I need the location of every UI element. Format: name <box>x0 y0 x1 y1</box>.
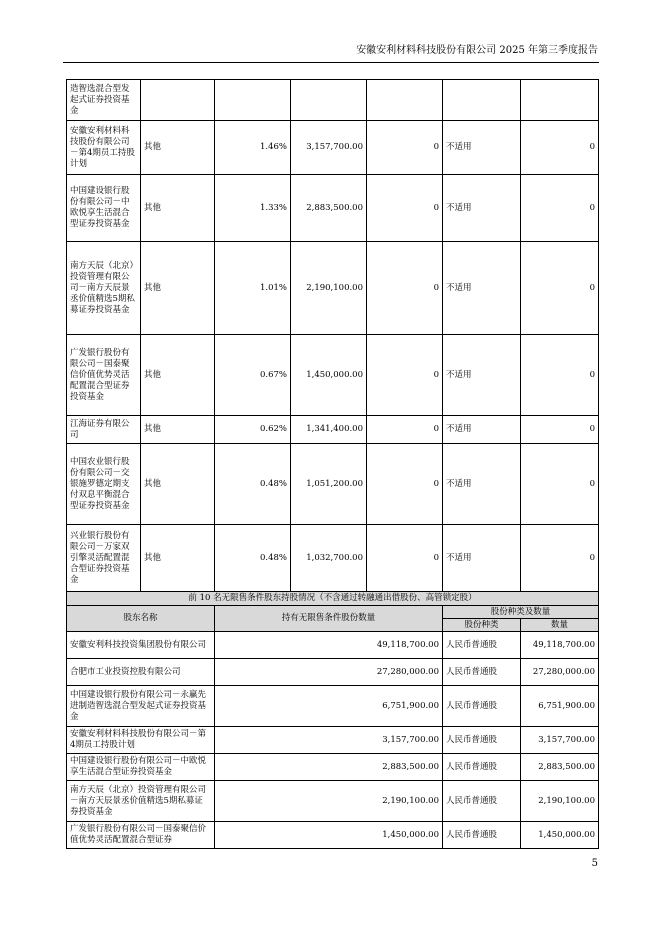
restricted-quantity: 0 <box>367 416 443 444</box>
table-row <box>67 632 599 659</box>
pledge-status: 不适用 <box>443 121 521 175</box>
share-type-quantity: 2,190,100.00 <box>521 781 599 822</box>
shareholder-name: 造智选混合型发起式证券投资基金 <box>67 80 141 121</box>
holding-quantity: 1,032,700.00 <box>291 525 367 592</box>
col-header-name: 股东名称 <box>67 606 215 632</box>
shareholder-name: 中国建设银行股份有限公司－中欧悦享生活混合型证券投资基金 <box>67 754 215 781</box>
restricted-quantity: 0 <box>367 121 443 175</box>
shareholder-nature: 其他 <box>141 335 215 416</box>
shareholder-nature: 其他 <box>141 121 215 175</box>
shareholder-name: 安徽安利材料科技股份有限公司－第4期员工持股计划 <box>67 121 141 175</box>
holding-quantity: 1,450,000.00 <box>291 335 367 416</box>
holding-percent: 0.48% <box>215 444 291 525</box>
col-header-share-type-group: 股份种类及数量 <box>443 606 599 619</box>
pledge-quantity <box>521 80 599 121</box>
shareholder-nature: 其他 <box>141 444 215 525</box>
table-row <box>67 121 599 175</box>
restricted-quantity: 0 <box>367 444 443 525</box>
holding-percent: 1.01% <box>215 242 291 335</box>
table-row <box>67 242 599 335</box>
holding-percent: 1.46% <box>215 121 291 175</box>
share-type-quantity: 1,450,000.00 <box>521 822 599 849</box>
shareholder-name: 兴业银行股份有限公司－万家双引擎灵活配置混合型证券投资基金 <box>67 525 141 592</box>
table-row <box>67 175 599 242</box>
unrestricted-quantity: 6,751,900.00 <box>215 686 443 727</box>
header-divider <box>63 62 599 63</box>
shareholder-name: 南方天辰（北京）投资管理有限公司－南方天辰景丞价值精选5期私募证券投资基金 <box>67 781 215 822</box>
col-header-share-quantity: 数量 <box>521 619 599 632</box>
holding-quantity: 2,190,100.00 <box>291 242 367 335</box>
shareholder-name: 南方天辰（北京）投资管理有限公司－南方天辰景丞价值精选5期私募证券投资基金 <box>67 242 141 335</box>
shareholder-nature <box>141 80 215 121</box>
col-header-quantity: 持有无限售条件股份数量 <box>215 606 443 632</box>
pledge-quantity: 0 <box>521 175 599 242</box>
share-type-quantity: 49,118,700.00 <box>521 632 599 659</box>
shareholder-name: 中国建设银行股份有限公司－永赢先进制造智选混合型发起式证券投资基金 <box>67 686 215 727</box>
shareholder-nature: 其他 <box>141 242 215 335</box>
table-row <box>67 822 599 849</box>
pledge-status <box>443 80 521 121</box>
share-type-quantity: 3,157,700.00 <box>521 727 599 754</box>
holding-percent: 1.33% <box>215 175 291 242</box>
pledge-status: 不适用 <box>443 525 521 592</box>
pledge-status: 不适用 <box>443 335 521 416</box>
share-type-quantity: 2,883,500.00 <box>521 754 599 781</box>
share-type: 人民币普通股 <box>443 632 521 659</box>
unrestricted-quantity: 49,118,700.00 <box>215 632 443 659</box>
holding-percent <box>215 80 291 121</box>
share-type: 人民币普通股 <box>443 781 521 822</box>
shareholder-nature: 其他 <box>141 525 215 592</box>
share-type-quantity: 6,751,900.00 <box>521 686 599 727</box>
restricted-quantity: 0 <box>367 175 443 242</box>
table-row <box>67 525 599 592</box>
shareholder-name: 广发银行股份有限公司－国泰聚信价值优势灵活配置混合型证券 <box>67 822 215 849</box>
restricted-quantity: 0 <box>367 525 443 592</box>
shareholder-name: 合肥市工业投资控股有限公司 <box>67 659 215 686</box>
pledge-quantity: 0 <box>521 525 599 592</box>
table-row <box>67 727 599 754</box>
share-type: 人民币普通股 <box>443 727 521 754</box>
pledge-quantity: 0 <box>521 335 599 416</box>
holding-quantity: 1,051,200.00 <box>291 444 367 525</box>
pledge-quantity: 0 <box>521 416 599 444</box>
header-row <box>67 606 599 619</box>
share-type: 人民币普通股 <box>443 686 521 727</box>
table-row <box>67 416 599 444</box>
report-header-title: 安徽安利材料科技股份有限公司 2025 年第三季度报告 <box>356 45 598 56</box>
section-title-row <box>67 592 599 606</box>
col-header-share-type: 股份种类 <box>443 619 521 632</box>
pledge-status: 不适用 <box>443 175 521 242</box>
unrestricted-quantity: 3,157,700.00 <box>215 727 443 754</box>
holding-quantity: 2,883,500.00 <box>291 175 367 242</box>
table-row <box>67 781 599 822</box>
page-number: 5 <box>591 858 598 869</box>
shareholder-name: 中国建设银行股份有限公司－中欧悦享生活混合型证券投资基金 <box>67 175 141 242</box>
holding-percent: 0.62% <box>215 416 291 444</box>
share-type: 人民币普通股 <box>443 754 521 781</box>
share-type: 人民币普通股 <box>443 822 521 849</box>
shareholder-nature: 其他 <box>141 175 215 242</box>
holding-quantity: 1,341,400.00 <box>291 416 367 444</box>
share-type: 人民币普通股 <box>443 659 521 686</box>
shareholder-table <box>66 79 599 849</box>
table-row <box>67 444 599 525</box>
restricted-quantity <box>367 80 443 121</box>
shareholder-nature: 其他 <box>141 416 215 444</box>
holding-quantity <box>291 80 367 121</box>
table-row <box>67 335 599 416</box>
pledge-quantity: 0 <box>521 121 599 175</box>
shareholder-name: 江海证券有限公司 <box>67 416 141 444</box>
unrestricted-quantity: 2,190,100.00 <box>215 781 443 822</box>
table-row <box>67 659 599 686</box>
pledge-quantity: 0 <box>521 242 599 335</box>
shareholder-name: 安徽安利材料科技股份有限公司－第4期员工持股计划 <box>67 727 215 754</box>
holding-percent: 0.48% <box>215 525 291 592</box>
section-title: 前 10 名无限售条件股东持股情况（不含通过转融通出借股份、高管锁定股） <box>67 592 599 606</box>
shareholder-name: 中国农业银行股份有限公司－交银施罗德定期支付双息平衡混合型证券投资基金 <box>67 444 141 525</box>
holding-percent: 0.67% <box>215 335 291 416</box>
shareholder-name: 安徽安利科技投资集团股份有限公司 <box>67 632 215 659</box>
table-row <box>67 754 599 781</box>
pledge-status: 不适用 <box>443 242 521 335</box>
restricted-quantity: 0 <box>367 242 443 335</box>
table-row <box>67 686 599 727</box>
unrestricted-quantity: 27,280,000.00 <box>215 659 443 686</box>
table-row <box>67 80 599 121</box>
pledge-quantity: 0 <box>521 444 599 525</box>
pledge-status: 不适用 <box>443 444 521 525</box>
holding-quantity: 3,157,700.00 <box>291 121 367 175</box>
unrestricted-quantity: 1,450,000.00 <box>215 822 443 849</box>
pledge-status: 不适用 <box>443 416 521 444</box>
restricted-quantity: 0 <box>367 335 443 416</box>
shareholder-name: 广发银行股份有限公司－国泰聚信价值优势灵活配置混合型证券投资基金 <box>67 335 141 416</box>
share-type-quantity: 27,280,000.00 <box>521 659 599 686</box>
unrestricted-quantity: 2,883,500.00 <box>215 754 443 781</box>
